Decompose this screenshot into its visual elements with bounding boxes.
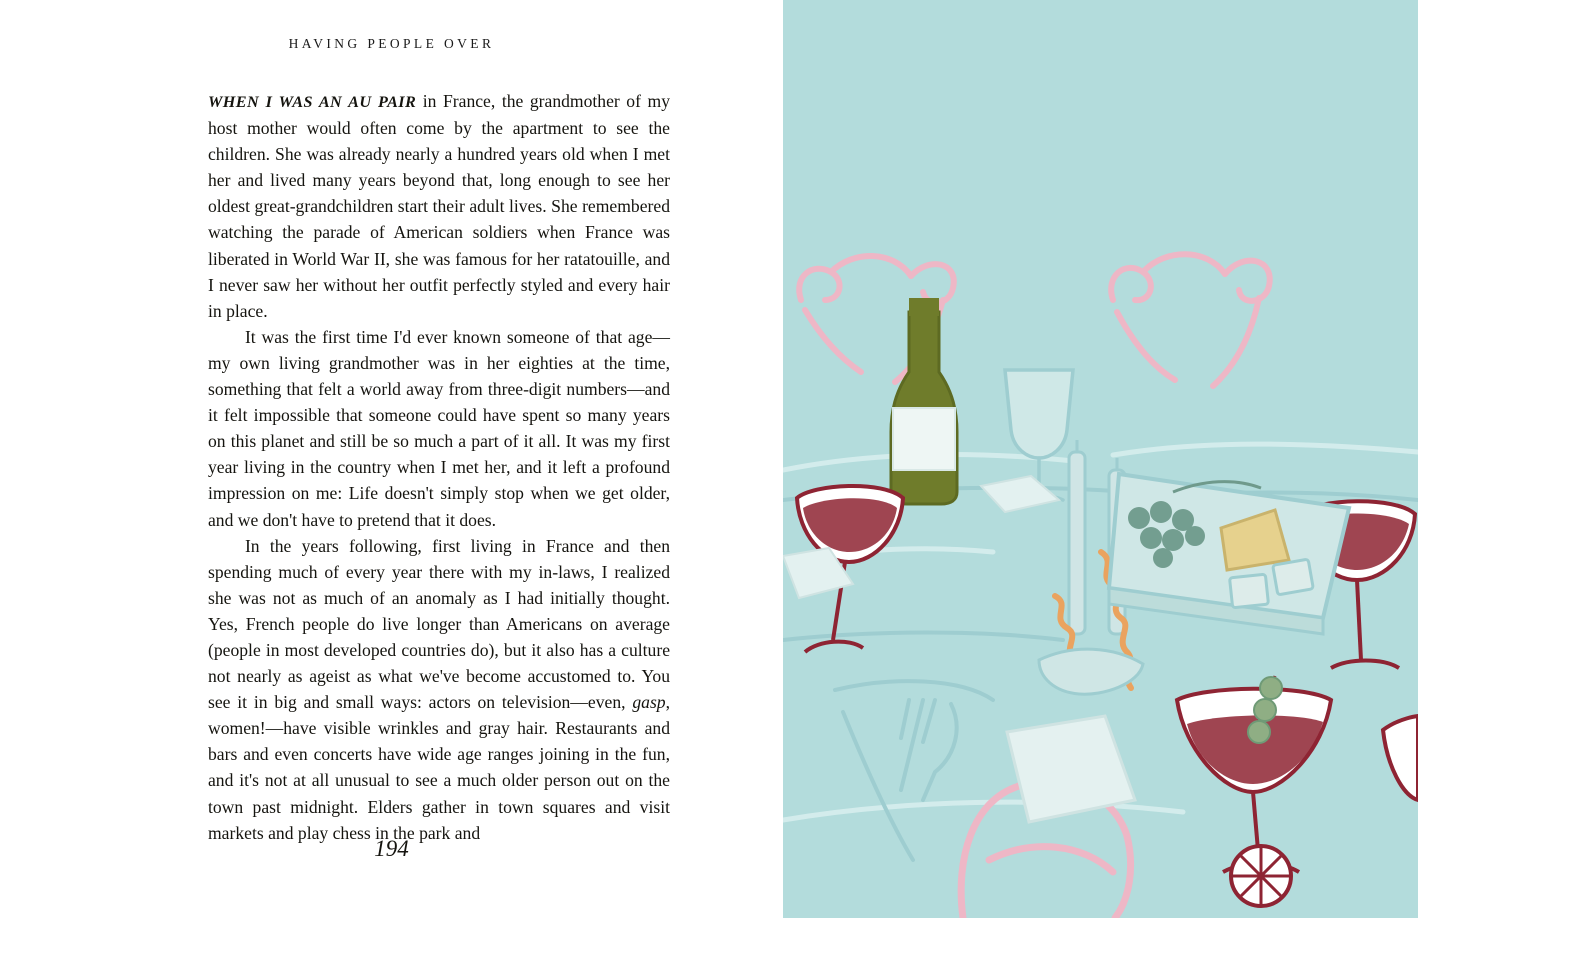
paragraph-2: It was the first time I'd ever known someone of that age—my own living grandmother was in her eighties at the time, something that felt a world away from three-digit numbers—and it felt impossible that someone could have spent so many years on this planet and still be so much a part of it all. It was my first year living in the country when I met her, and it left a profound impression on me: Life doesn't simply stop when we get older, and we don't have to pretend that it does. bbox=[208, 326, 670, 530]
illustration-svg bbox=[783, 0, 1418, 918]
bottle-neck-top bbox=[909, 298, 939, 316]
body-text bbox=[208, 88, 670, 846]
paragraph-1 bbox=[208, 88, 670, 324]
running-head: HAVING PEOPLE OVER bbox=[288, 36, 495, 51]
olive-2 bbox=[1254, 699, 1276, 721]
bottle-label bbox=[893, 408, 955, 470]
illustration-dinner-table bbox=[783, 0, 1418, 918]
paragraph-1-lead-in: WHEN I WAS AN AU PAIR bbox=[208, 93, 417, 111]
paragraph-3-emphasis: gasp bbox=[632, 692, 666, 713]
paragraph-3-part-a: In the years following, first living in France and then spending much of every year there with my in-laws, I realized she was not as much of an anomaly as I had initially thought. Yes, French people do live longer than Americans on average (people in most developed countries do), but it also has a culture not nearly as ageist as what we've become accustomed to. You see it in big and small ways: actors on television—even, bbox=[208, 535, 670, 713]
citrus-segments bbox=[1233, 848, 1289, 904]
olive-1 bbox=[1260, 677, 1282, 699]
left-page bbox=[0, 0, 783, 954]
candle-left bbox=[1069, 452, 1085, 634]
right-page bbox=[783, 0, 1590, 954]
paragraph-3-part-b: , women!—have visible wrinkles and gray hair. Restaurants and bars and even concerts have wide age ranges joining in the fun, and it's not at all unusual to see a much older person out on the town past midnight. Elders gather in town squares and visit markets and play chess in the park and bbox=[208, 692, 670, 843]
paragraph-3 bbox=[208, 533, 670, 846]
olive-3 bbox=[1248, 721, 1270, 743]
page-number: 194 bbox=[374, 836, 409, 861]
paragraph-1-rest: in France, the grandmother of my host mother would often come by the apartment to see the children. She was already nearly a hundred years old when I met her and lived many years beyond that, long enough to see her oldest great-grandchildren start their adult lives. She remembered watching the parade of American soldiers when France was liberated in World War II, she was famous for her ratatouille, and I never saw her without her outfit perfectly styled and every hair in place. bbox=[208, 91, 670, 321]
